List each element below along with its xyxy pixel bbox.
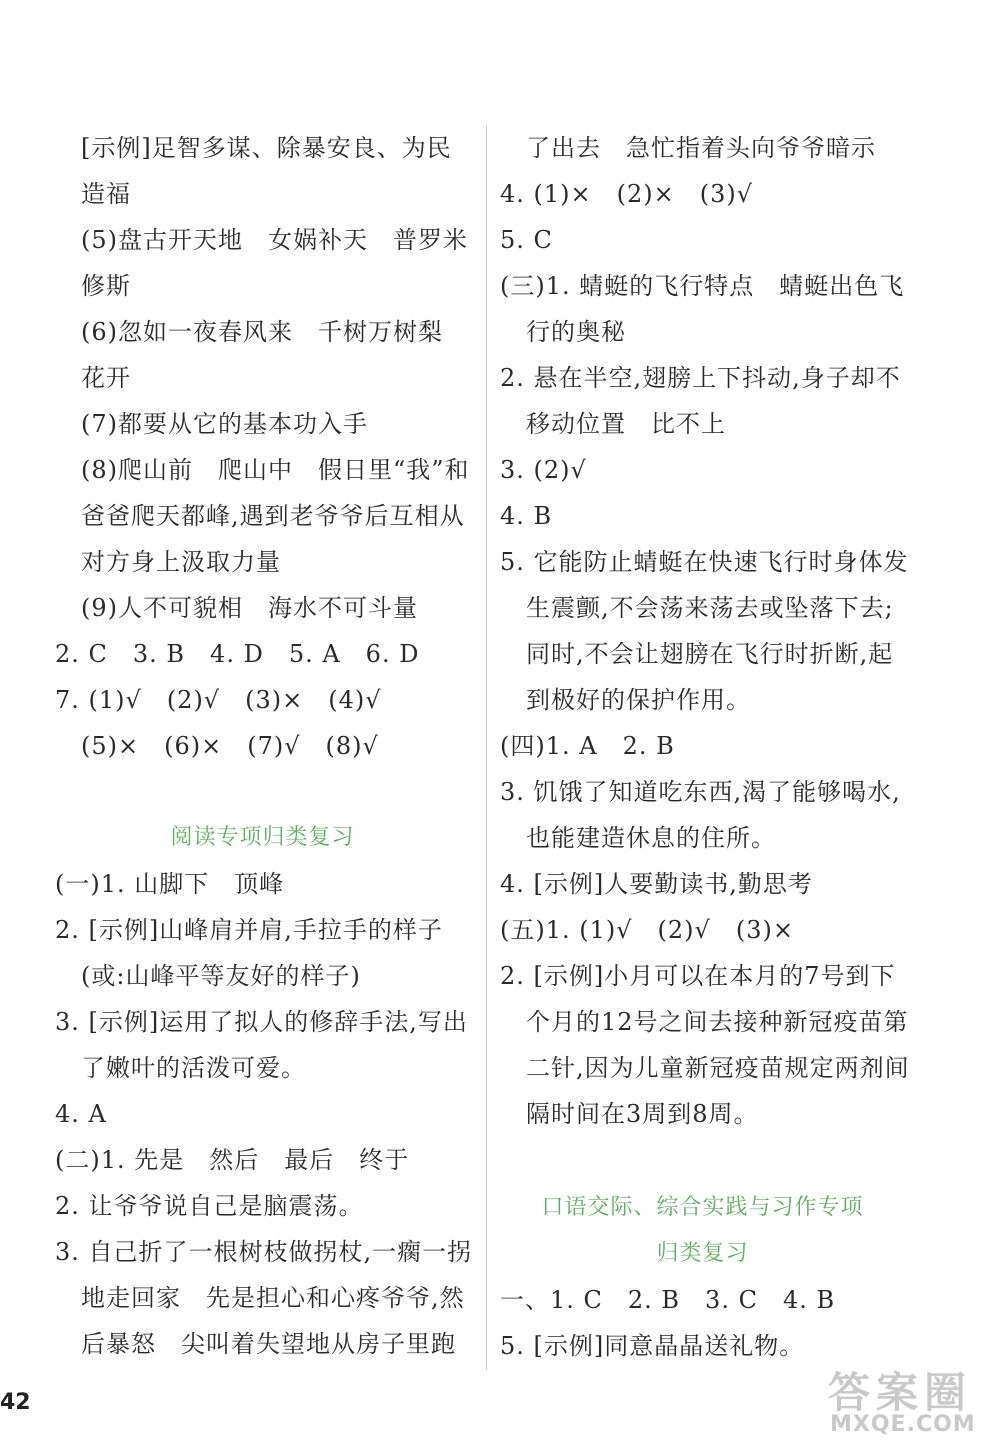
text-line: (6)忽如一夜春风来 千树万树梨 <box>81 318 443 346</box>
text-line: 一、1. C 2. B 3. C 4. B <box>500 1286 836 1314</box>
watermark-logo-text: 答案圈 <box>828 1368 973 1417</box>
site-watermark <box>820 1360 995 1445</box>
text-line: (5)盘古开天地 女娲补天 普罗米 <box>81 226 468 254</box>
section-heading-oral-line2: 归类复习 <box>656 1241 749 1266</box>
text-line: 3. [示例]运用了拟人的修辞手法,写出 <box>55 1008 468 1036</box>
text-line: 3. 饥饿了知道吃东西,渴了能够喝水, <box>500 778 901 806</box>
text-line: 到极好的保护作用。 <box>526 686 751 714</box>
text-line: (一)1. 山脚下 顶峰 <box>55 870 285 898</box>
text-line: (或:山峰平等友好的样子) <box>81 962 361 990</box>
text-line: 5. 它能防止蜻蜓在快速飞行时身体发 <box>500 548 909 576</box>
text-line: (三)1. 蜻蜓的飞行特点 蜻蜓出色飞 <box>500 272 905 300</box>
text-line: 花开 <box>81 364 131 392</box>
text-line: 2. 悬在半空,翅膀上下抖动,身子却不 <box>500 364 901 392</box>
text-line: 2. [示例]小月可以在本月的7号到下 <box>500 962 896 990</box>
column-divider <box>486 125 487 1370</box>
text-line: 后暴怒 尖叫着失望地从房子里跑 <box>81 1330 456 1358</box>
text-line: 对方身上汲取力量 <box>81 548 281 576</box>
text-line: 同时,不会让翅膀在飞行时折断,起 <box>526 640 894 668</box>
text-line: 移动位置 比不上 <box>526 410 726 438</box>
text-line: (7)都要从它的基本功入手 <box>81 410 368 438</box>
text-line: (二)1. 先是 然后 最后 终于 <box>55 1146 410 1174</box>
text-line: 造福 <box>81 180 131 208</box>
text-line: 2. 让爷爷说自己是脑震荡。 <box>55 1192 364 1220</box>
text-line: 4. (1)× (2)× (3)√ <box>500 180 754 208</box>
text-line: 4. A <box>55 1100 107 1128</box>
text-line: 修斯 <box>81 272 131 300</box>
text-line: 了出去 急忙指着头向爷爷暗示 <box>526 134 876 162</box>
text-line: 行的奥秘 <box>526 318 626 346</box>
text-line: 二针,因为儿童新冠疫苗规定两剂间 <box>526 1054 910 1082</box>
text-line: (5)× (6)× (7)√ (8)√ <box>81 732 379 760</box>
text-line: 了嫩叶的活泼可爱。 <box>81 1054 306 1082</box>
text-line: 也能建造休息的住所。 <box>526 824 776 852</box>
text-line: 5. C <box>500 226 553 254</box>
section-heading-oral-line1: 口语交际、综合实践与习作专项 <box>541 1195 864 1220</box>
text-line: 3. (2)√ <box>500 456 587 484</box>
text-line: 地走回家 先是担心和心疼爷爷,然 <box>81 1284 465 1312</box>
text-line: (9)人不可貌相 海水不可斗量 <box>81 594 418 622</box>
text-line: (五)1. (1)√ (2)√ (3)× <box>500 916 794 944</box>
text-line: 个月的12号之间去接种新冠疫苗第 <box>526 1008 909 1036</box>
text-line: 4. [示例]人要勤读书,勤思考 <box>500 870 813 898</box>
section-heading-reading: 阅读专项归类复习 <box>170 825 355 850</box>
text-line: (8)爬山前 爬山中 假日里“我”和 <box>81 456 470 484</box>
text-line: 爸爸爬天都峰,遇到老爷爷后互相从 <box>81 502 465 530</box>
text-line: [示例]足智多谋、除暴安良、为民 <box>81 134 452 162</box>
text-line: 2. C 3. B 4. D 5. A 6. D <box>55 640 420 668</box>
text-line: 3. 自己折了一根树枝做拐杖,一瘸一拐 <box>55 1238 473 1266</box>
text-line: 生震颤,不会荡来荡去或坠落下去; <box>526 594 894 622</box>
text-line: (四)1. A 2. B <box>500 732 675 760</box>
page-number: 42 <box>0 1390 31 1415</box>
text-line: 7. (1)√ (2)√ (3)× (4)√ <box>55 686 382 714</box>
text-line: 4. B <box>500 502 553 530</box>
watermark-url: MXQE.COM <box>830 1412 976 1437</box>
text-line: 5. [示例]同意晶晶送礼物。 <box>500 1332 805 1360</box>
text-line: 隔时间在3周到8周。 <box>526 1100 759 1128</box>
text-line: 2. [示例]山峰肩并肩,手拉手的样子 <box>55 916 443 944</box>
